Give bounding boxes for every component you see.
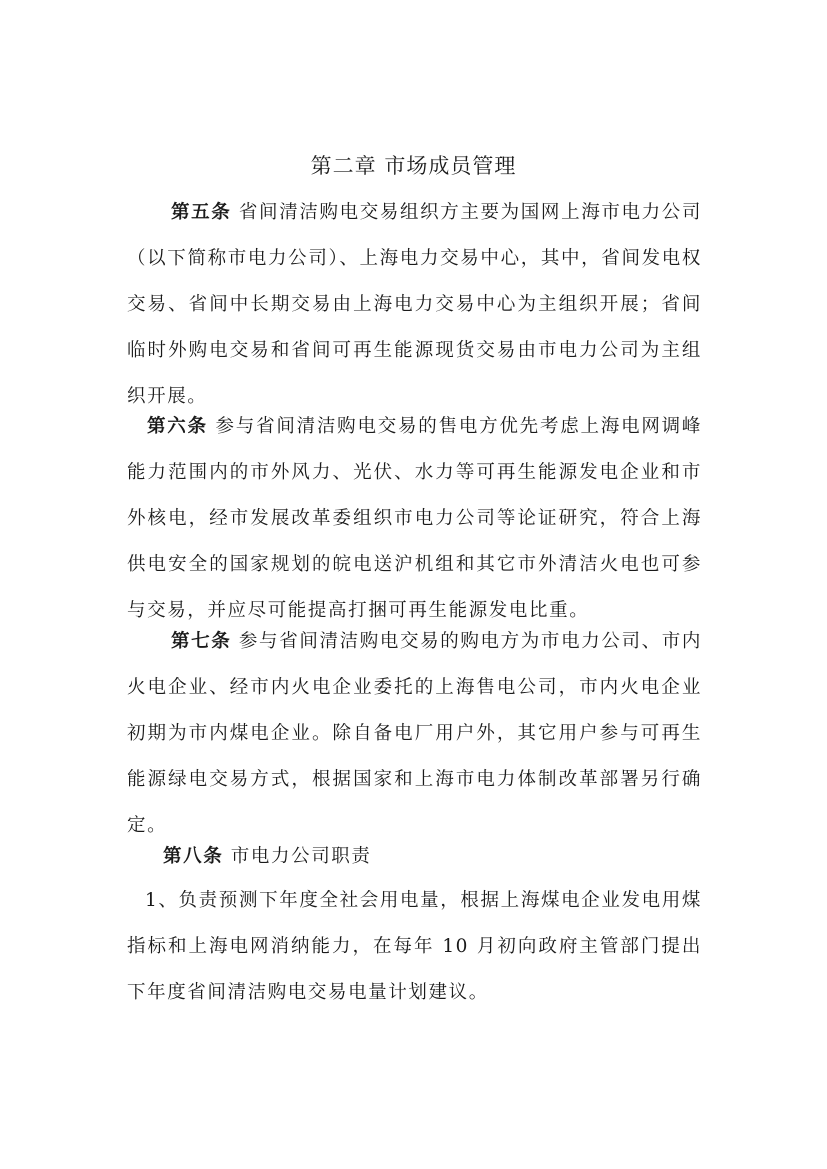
article-8 bbox=[127, 834, 702, 880]
article-8-item-1: 1、负责预测下年度全社会用电量，根据上海煤电企业发电用煤指标和上海电网消纳能力，在每年 10 月初向政府主管部门提出下年度省间清洁购电交易电量计划建议。 bbox=[127, 890, 702, 1003]
article-5-text: 省间清洁购电交易组织方主要为国网上海市电力公司（以下简称市电力公司）、上海电力交易中心，其中，省间发电权交易、省间中长期交易由上海电力交易中心为主组织开展；省间临时外购电交易和省间可再生能源现货交易由市电力公司为主组织开展。 bbox=[127, 202, 702, 407]
article-8-text: 市电力公司职责 bbox=[230, 846, 372, 867]
article-7-heading: 第七条 bbox=[171, 631, 232, 652]
article-5-heading: 第五条 bbox=[171, 202, 232, 223]
article-6-text: 参与省间清洁购电交易的售电方优先考虑上海电网调峰能力范围内的市外风力、光伏、水力等可再生能源发电企业和市外核电，经市发展改革委组织市电力公司等论证研究，符合上海供电安全的国家规划的皖电送沪机组和其它市外清洁火电也可参与交易，并应尽可能提高打捆可再生能源发电比重。 bbox=[127, 416, 703, 621]
article-7 bbox=[127, 619, 702, 849]
article-6 bbox=[127, 404, 702, 634]
article-5 bbox=[127, 190, 702, 420]
chapter-title: 第二章 市场成员管理 bbox=[310, 154, 517, 178]
article-8-heading: 第八条 bbox=[163, 846, 224, 867]
article-7-text: 参与省间清洁购电交易的购电方为市电力公司、市内火电企业、经市内火电企业委托的上海售电公司，市内火电企业初期为市内煤电企业。除自备电厂用户外，其它用户参与可再生能源绿电交易方式，根据国家和上海市电力体制改革部署另行确定。 bbox=[127, 631, 702, 836]
article-6-heading: 第六条 bbox=[147, 416, 208, 437]
